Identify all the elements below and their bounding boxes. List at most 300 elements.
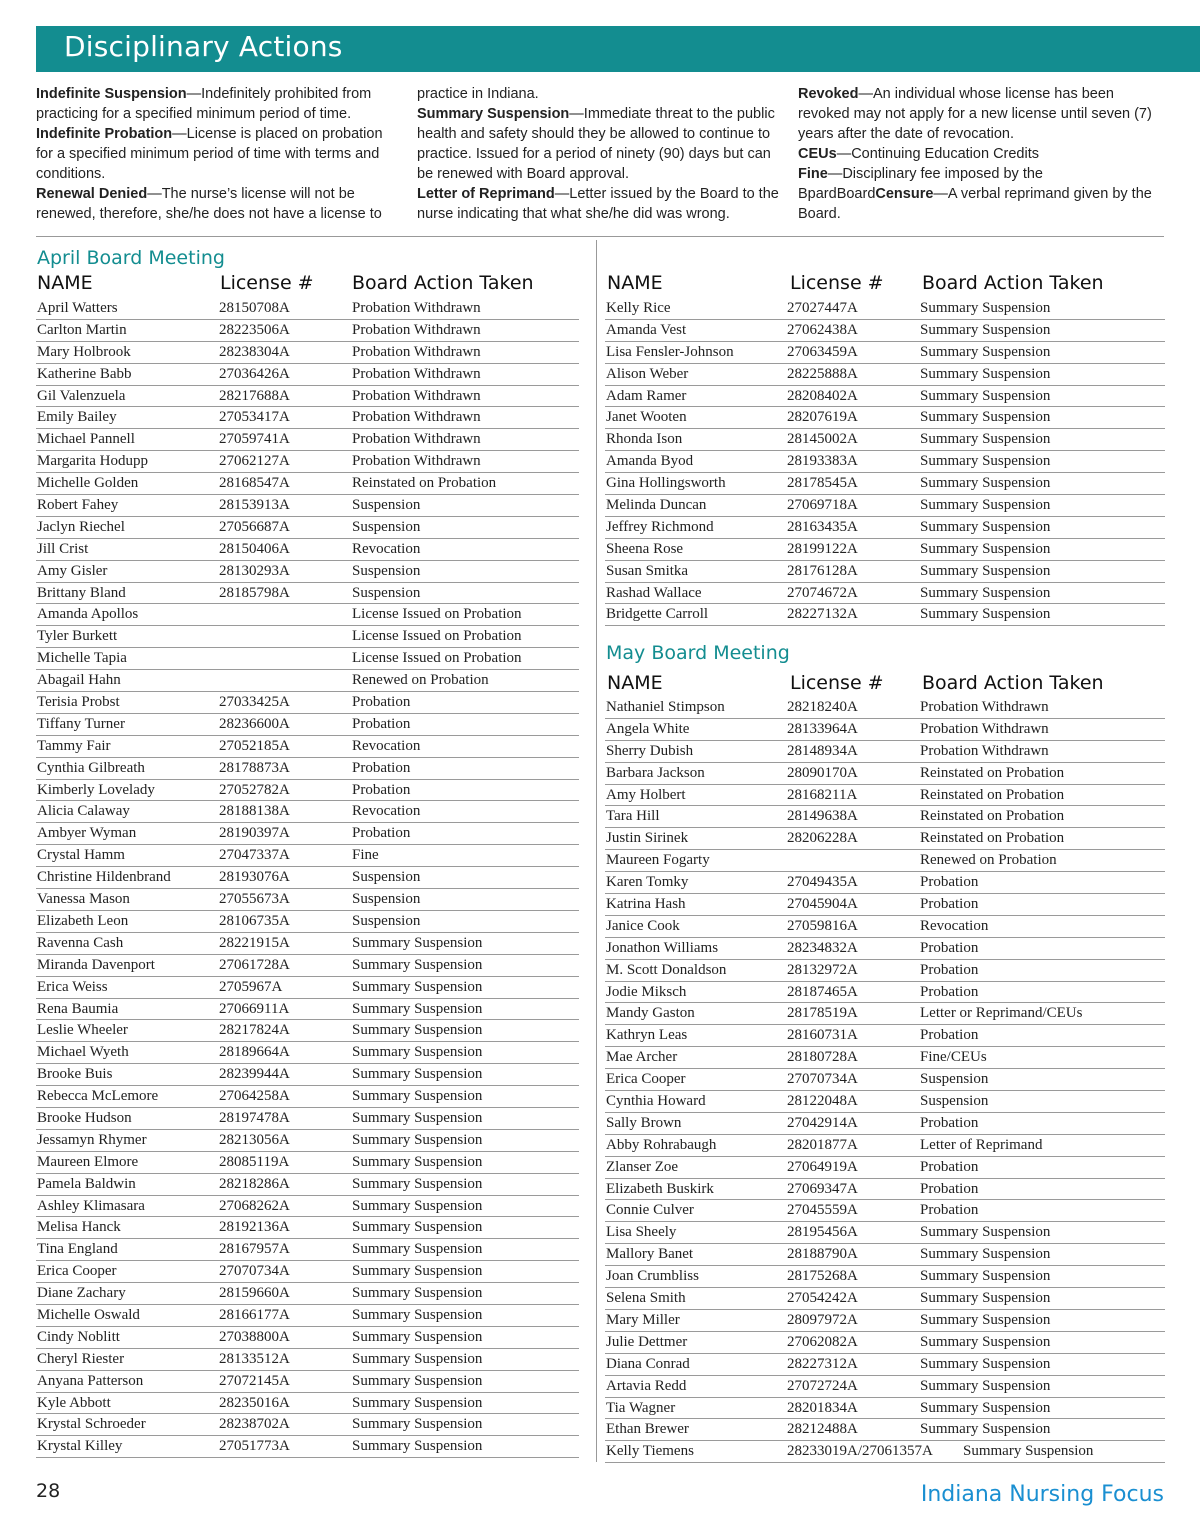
table-row bbox=[36, 407, 579, 429]
table-row bbox=[36, 1393, 579, 1415]
table-row bbox=[36, 539, 579, 561]
nurse-name: Michael Wyeth bbox=[37, 1044, 129, 1061]
board-action: Summary Suspension bbox=[352, 1197, 483, 1214]
board-action: Summary Suspension bbox=[920, 1268, 1051, 1285]
board-action: Revocation bbox=[352, 540, 421, 557]
april-continued-table bbox=[605, 298, 1165, 626]
board-action: Revocation bbox=[920, 917, 989, 934]
table-row bbox=[605, 320, 1165, 342]
license-number: 28192136A bbox=[219, 1219, 290, 1236]
definition-entry bbox=[417, 84, 779, 104]
definition-term: Summary Suspension bbox=[417, 106, 570, 122]
table-row bbox=[36, 867, 579, 889]
board-action: Summary Suspension bbox=[352, 1088, 483, 1105]
nurse-name: Julie Dettmer bbox=[606, 1333, 688, 1350]
table-row bbox=[36, 736, 579, 758]
license-number: 27038800A bbox=[219, 1328, 290, 1345]
board-action: Suspension bbox=[920, 1093, 989, 1110]
table-row bbox=[36, 342, 579, 364]
board-action: Suspension bbox=[352, 562, 421, 579]
table-row bbox=[36, 1371, 579, 1393]
table-row bbox=[605, 1310, 1165, 1332]
board-action: Summary Suspension bbox=[920, 321, 1051, 338]
table-row bbox=[605, 741, 1165, 763]
board-action: Summary Suspension bbox=[352, 1241, 483, 1258]
table-row bbox=[605, 495, 1165, 517]
board-action: Summary Suspension bbox=[352, 1000, 483, 1017]
license-number: 28130293A bbox=[219, 562, 290, 579]
table-row bbox=[36, 889, 579, 911]
license-number: 28159660A bbox=[219, 1285, 290, 1302]
table-row bbox=[36, 933, 579, 955]
board-action: Summary Suspension bbox=[352, 1263, 483, 1280]
board-action: Summary Suspension bbox=[352, 1416, 483, 1433]
nurse-name: Sally Brown bbox=[606, 1114, 682, 1131]
nurse-name: Mallory Banet bbox=[606, 1246, 694, 1263]
board-action: Probation bbox=[352, 759, 411, 776]
license-number: 28168547A bbox=[219, 475, 290, 492]
nurse-name: Maureen Fogarty bbox=[606, 852, 710, 869]
table-row bbox=[605, 451, 1165, 473]
nurse-name: Alison Weber bbox=[606, 365, 689, 382]
table-row bbox=[605, 828, 1165, 850]
definition-text: —The nurse’s license will not be renewed, therefore, she/he does not have a license to bbox=[36, 186, 382, 222]
board-action: Probation Withdrawn bbox=[920, 742, 1049, 759]
license-number: 27063459A bbox=[787, 343, 858, 360]
table-row bbox=[36, 845, 579, 867]
board-action: Summary Suspension bbox=[920, 431, 1051, 448]
board-action: Summary Suspension bbox=[920, 475, 1051, 492]
board-action: Suspension bbox=[352, 518, 421, 535]
board-action: Summary Suspension bbox=[352, 934, 483, 951]
nurse-name: Janet Wooten bbox=[606, 409, 687, 426]
license-number: 27064258A bbox=[219, 1088, 290, 1105]
definition-entry bbox=[36, 184, 396, 224]
table-row bbox=[36, 801, 579, 823]
nurse-name: Mae Archer bbox=[606, 1049, 678, 1066]
definition-term: Indefinite Probation bbox=[36, 126, 173, 142]
board-action: Summary Suspension bbox=[352, 1153, 483, 1170]
nurse-name: Sheena Rose bbox=[606, 540, 684, 557]
license-number: 28238702A bbox=[219, 1416, 290, 1433]
table-row bbox=[36, 298, 579, 320]
board-action: Revocation bbox=[352, 803, 421, 820]
board-action: Summary Suspension bbox=[920, 1333, 1051, 1350]
board-action: Reinstated on Probation bbox=[352, 475, 497, 492]
license-number: 27054242A bbox=[787, 1290, 858, 1307]
nurse-name: April Watters bbox=[37, 300, 118, 316]
license-number: 28239944A bbox=[219, 1066, 290, 1083]
board-action: Probation Withdrawn bbox=[920, 720, 1049, 737]
license-number: 28133512A bbox=[219, 1350, 290, 1367]
license-number: 27066911A bbox=[219, 1000, 290, 1017]
license-number: 27052782A bbox=[219, 781, 290, 798]
license-number: 28178519A bbox=[787, 1005, 858, 1022]
top-divider bbox=[36, 236, 1164, 237]
license-number: 2705967A bbox=[219, 978, 283, 995]
license-number: 28193076A bbox=[219, 869, 290, 886]
license-number: 28176128A bbox=[787, 562, 858, 579]
board-action: Probation bbox=[920, 961, 979, 978]
definition-term: Letter of Reprimand bbox=[417, 186, 555, 202]
nurse-name: Katrina Hash bbox=[606, 896, 686, 913]
definitions-column-2 bbox=[417, 84, 779, 224]
table-row bbox=[36, 955, 579, 977]
nurse-name: Janice Cook bbox=[606, 917, 680, 934]
table-row bbox=[36, 977, 579, 999]
board-action: Probation bbox=[352, 694, 411, 711]
nurse-name: Amanda Apollos bbox=[37, 606, 139, 623]
header-banner bbox=[36, 26, 1200, 72]
board-action: Letter of Reprimand bbox=[920, 1136, 1043, 1153]
board-action: Summary Suspension bbox=[920, 1246, 1051, 1263]
nurse-name: Ambyer Wyman bbox=[37, 825, 137, 842]
header-license: License # bbox=[790, 272, 884, 294]
table-row bbox=[36, 626, 579, 648]
nurse-name: Diana Conrad bbox=[606, 1355, 690, 1372]
table-row bbox=[605, 1376, 1165, 1398]
board-action: Summary Suspension bbox=[352, 956, 483, 973]
table-row bbox=[605, 1244, 1165, 1266]
board-action: Summary Suspension bbox=[352, 1066, 483, 1083]
license-number: 28090170A bbox=[787, 764, 858, 781]
table-row bbox=[605, 1179, 1165, 1201]
license-number: 27069347A bbox=[787, 1180, 858, 1197]
table-row bbox=[36, 604, 579, 626]
table-row bbox=[605, 539, 1165, 561]
license-number: 28188790A bbox=[787, 1246, 858, 1263]
license-number: 28167957A bbox=[219, 1241, 290, 1258]
board-action: Summary Suspension bbox=[920, 1399, 1051, 1416]
license-number: 27042914A bbox=[787, 1114, 858, 1131]
board-action: Summary Suspension bbox=[920, 1290, 1051, 1307]
license-number: 28180728A bbox=[787, 1049, 858, 1066]
nurse-name: Michael Pannell bbox=[37, 431, 135, 448]
nurse-name: Amanda Byod bbox=[606, 453, 694, 470]
license-number: 28149638A bbox=[787, 808, 858, 825]
board-action: Probation Withdrawn bbox=[352, 365, 481, 382]
page-title: Disciplinary Actions bbox=[64, 30, 343, 63]
definition-text: —Immediate threat to the public health and safety should they be allowed to continue to practice. Issued for a period of ninety (90) days but can be renewed with Board approval. bbox=[417, 106, 775, 182]
header-name: NAME bbox=[37, 272, 93, 294]
license-number: 28223506A bbox=[219, 321, 290, 338]
nurse-name: Brooke Buis bbox=[37, 1066, 113, 1083]
table-row bbox=[605, 1398, 1165, 1420]
license-number: 27056687A bbox=[219, 518, 290, 535]
nurse-name: Selena Smith bbox=[606, 1290, 686, 1307]
nurse-name: Tammy Fair bbox=[37, 737, 111, 754]
table-row bbox=[36, 1042, 579, 1064]
table-row bbox=[36, 1217, 579, 1239]
board-action: Summary Suspension bbox=[920, 300, 1051, 316]
license-number: 28218286A bbox=[219, 1175, 290, 1192]
license-number: 27059741A bbox=[219, 431, 290, 448]
board-action: Suspension bbox=[352, 869, 421, 886]
definition-entry bbox=[798, 144, 1158, 164]
board-action: Summary Suspension bbox=[352, 1438, 483, 1455]
table-row bbox=[36, 911, 579, 933]
board-action: License Issued on Probation bbox=[352, 606, 522, 623]
board-action: Summary Suspension bbox=[352, 1350, 483, 1367]
nurse-name: Tara Hill bbox=[606, 808, 660, 825]
board-action: Reinstated on Probation bbox=[920, 830, 1065, 847]
license-number: 27070734A bbox=[219, 1263, 290, 1280]
license-number: 27045559A bbox=[787, 1202, 858, 1219]
license-number: 28193383A bbox=[787, 453, 858, 470]
board-action: Probation Withdrawn bbox=[352, 387, 481, 404]
nurse-name: Krystal Schroeder bbox=[37, 1416, 146, 1433]
license-number: 28187465A bbox=[787, 983, 858, 1000]
nurse-name: Connie Culver bbox=[606, 1202, 694, 1219]
license-number: 27064919A bbox=[787, 1158, 858, 1175]
board-action: Probation Withdrawn bbox=[352, 300, 481, 316]
board-action: Probation bbox=[920, 1114, 979, 1131]
table-row bbox=[36, 1064, 579, 1086]
board-action: Summary Suspension bbox=[352, 1131, 483, 1148]
license-number: 28234832A bbox=[787, 939, 858, 956]
table-row bbox=[36, 1327, 579, 1349]
nurse-name: Ravenna Cash bbox=[37, 934, 124, 951]
nurse-name: Miranda Davenport bbox=[37, 956, 155, 973]
license-number: 27051773A bbox=[219, 1438, 290, 1455]
board-action: Probation bbox=[352, 825, 411, 842]
header-action: Board Action Taken bbox=[922, 272, 1104, 294]
header-action: Board Action Taken bbox=[922, 672, 1104, 694]
nurse-name: Michelle Tapia bbox=[37, 650, 127, 667]
table-row bbox=[605, 342, 1165, 364]
nurse-name: Jill Crist bbox=[37, 540, 89, 557]
table-row bbox=[605, 1266, 1165, 1288]
definition-entry bbox=[417, 184, 779, 224]
board-action: Summary Suspension bbox=[920, 1355, 1051, 1372]
definitions-column-1 bbox=[36, 84, 396, 224]
table-row bbox=[36, 1349, 579, 1371]
table-row bbox=[36, 386, 579, 408]
definition-entry bbox=[798, 164, 1158, 224]
license-number: 28178873A bbox=[219, 759, 290, 776]
may-table bbox=[605, 697, 1165, 1463]
board-action: Suspension bbox=[352, 891, 421, 908]
april-table bbox=[36, 298, 579, 1458]
nurse-name: Nathaniel Stimpson bbox=[606, 699, 725, 715]
board-action: Summary Suspension bbox=[352, 1044, 483, 1061]
nurse-name: Jeffrey Richmond bbox=[606, 518, 714, 535]
nurse-name: Erica Cooper bbox=[606, 1071, 686, 1088]
table-row bbox=[605, 1157, 1165, 1179]
table-row bbox=[36, 1436, 579, 1458]
definition-term: CEUs bbox=[798, 146, 837, 162]
license-number: 27049435A bbox=[787, 874, 858, 891]
board-action: Summary Suspension bbox=[920, 518, 1051, 535]
definition-text: —Disciplinary fee imposed by the BpardBoard bbox=[798, 166, 1043, 202]
table-row bbox=[605, 894, 1165, 916]
license-number: 28189664A bbox=[219, 1044, 290, 1061]
table-row bbox=[605, 1091, 1165, 1113]
nurse-name: Erica Weiss bbox=[37, 978, 108, 995]
license-number: 28160731A bbox=[787, 1027, 858, 1044]
board-action: Summary Suspension bbox=[920, 606, 1051, 623]
nurse-name: Emily Bailey bbox=[37, 409, 117, 426]
header-action: Board Action Taken bbox=[352, 272, 534, 294]
license-number: 28227132A bbox=[787, 606, 858, 623]
license-number: 28195456A bbox=[787, 1224, 858, 1241]
table-row bbox=[36, 1283, 579, 1305]
table-row bbox=[605, 386, 1165, 408]
nurse-name: Mandy Gaston bbox=[606, 1005, 695, 1022]
table-row bbox=[36, 517, 579, 539]
table-row bbox=[605, 916, 1165, 938]
april-section-title: April Board Meeting bbox=[37, 247, 225, 269]
nurse-name: Leslie Wheeler bbox=[37, 1022, 128, 1039]
license-number: 28190397A bbox=[219, 825, 290, 842]
license-number: 28163435A bbox=[787, 518, 858, 535]
license-number: 28168211A bbox=[787, 786, 858, 803]
table-row bbox=[36, 1174, 579, 1196]
definition-text: —An individual whose license has been revoked may not apply for a new license until seven (7) years after the date of revocation. bbox=[798, 86, 1152, 142]
board-action: Probation Withdrawn bbox=[352, 321, 481, 338]
nurse-name: Angela White bbox=[606, 720, 690, 737]
board-action: Letter or Reprimand/CEUs bbox=[920, 1005, 1083, 1022]
board-action: Revocation bbox=[352, 737, 421, 754]
board-action: Summary Suspension bbox=[920, 497, 1051, 514]
license-number: 28175268A bbox=[787, 1268, 858, 1285]
definition-term: Revoked bbox=[798, 86, 859, 102]
license-number: 28207619A bbox=[787, 409, 858, 426]
license-number: 28153913A bbox=[219, 497, 290, 514]
table-row bbox=[36, 1414, 579, 1436]
license-number: 27033425A bbox=[219, 694, 290, 711]
nurse-name: Justin Sirinek bbox=[606, 830, 689, 847]
license-number: 28212488A bbox=[787, 1421, 858, 1438]
board-action: Summary Suspension bbox=[920, 584, 1051, 601]
nurse-name: Melinda Duncan bbox=[606, 497, 707, 514]
table-row bbox=[605, 806, 1165, 828]
board-action: Summary Suspension bbox=[352, 1022, 483, 1039]
table-row bbox=[605, 298, 1165, 320]
nurse-name: Gil Valenzuela bbox=[37, 387, 126, 404]
license-number: 28133964A bbox=[787, 720, 858, 737]
table-row bbox=[36, 692, 579, 714]
nurse-name: Gina Hollingsworth bbox=[606, 475, 726, 492]
table-row bbox=[36, 999, 579, 1021]
license-number: 28208402A bbox=[787, 387, 858, 404]
license-number: 27072145A bbox=[219, 1372, 290, 1389]
table-row bbox=[36, 1239, 579, 1261]
license-number: 28148934A bbox=[787, 742, 858, 759]
board-action: Suspension bbox=[352, 584, 421, 601]
license-number: 28238304A bbox=[219, 343, 290, 360]
nurse-name: Kyle Abbott bbox=[37, 1394, 111, 1411]
table-row bbox=[605, 407, 1165, 429]
board-action: Reinstated on Probation bbox=[920, 764, 1065, 781]
license-number: 28217824A bbox=[219, 1022, 290, 1039]
license-number: 28225888A bbox=[787, 365, 858, 382]
nurse-name: Tina England bbox=[37, 1241, 118, 1258]
board-action: Summary Suspension bbox=[352, 1328, 483, 1345]
license-number: 28178545A bbox=[787, 475, 858, 492]
board-action: Summary Suspension bbox=[920, 562, 1051, 579]
nurse-name: Abagail Hahn bbox=[37, 672, 121, 689]
header-license: License # bbox=[220, 272, 314, 294]
board-action: Probation bbox=[920, 1202, 979, 1219]
table-row bbox=[605, 364, 1165, 386]
board-action: Summary Suspension bbox=[920, 365, 1051, 382]
table-row bbox=[36, 1130, 579, 1152]
board-action: Probation bbox=[920, 896, 979, 913]
board-action: Probation bbox=[920, 874, 979, 891]
license-number: 28122048A bbox=[787, 1093, 858, 1110]
license-number: 27052185A bbox=[219, 737, 290, 754]
nurse-name: Robert Fahey bbox=[37, 497, 119, 514]
nurse-name: Sherry Dubish bbox=[606, 742, 694, 759]
may-table-header bbox=[607, 672, 1165, 698]
board-action: Suspension bbox=[352, 497, 421, 514]
license-number: 27074672A bbox=[787, 584, 858, 601]
nurse-name: Amy Holbert bbox=[606, 786, 686, 803]
header-name: NAME bbox=[607, 272, 663, 294]
nurse-name: Lisa Sheely bbox=[606, 1224, 677, 1241]
license-number: 28218240A bbox=[787, 699, 858, 715]
table-row bbox=[605, 785, 1165, 807]
nurse-name: Brooke Hudson bbox=[37, 1109, 132, 1126]
license-number: 28188138A bbox=[219, 803, 290, 820]
board-action: Renewed on Probation bbox=[920, 852, 1057, 869]
board-action: Summary Suspension bbox=[920, 453, 1051, 470]
license-number: 27062438A bbox=[787, 321, 858, 338]
license-number: 28227312A bbox=[787, 1355, 858, 1372]
nurse-name: Rebecca McLemore bbox=[37, 1088, 159, 1105]
board-action: Summary Suspension bbox=[352, 1175, 483, 1192]
definition-entry bbox=[417, 104, 779, 184]
nurse-name: Kathryn Leas bbox=[606, 1027, 688, 1044]
license-number: 28085119A bbox=[219, 1153, 290, 1170]
table-row bbox=[605, 1069, 1165, 1091]
nurse-name: Crystal Hamm bbox=[37, 847, 125, 864]
definition-entry bbox=[36, 84, 396, 124]
license-number: 27055673A bbox=[219, 891, 290, 908]
board-action: Probation Withdrawn bbox=[352, 431, 481, 448]
board-action: Probation bbox=[920, 983, 979, 1000]
nurse-name: Susan Smitka bbox=[606, 562, 689, 579]
board-action: Summary Suspension bbox=[352, 1109, 483, 1126]
definition-entry bbox=[36, 124, 396, 184]
table-row bbox=[36, 320, 579, 342]
header-name: NAME bbox=[607, 672, 663, 694]
header-license: License # bbox=[790, 672, 884, 694]
license-number: 28236600A bbox=[219, 715, 290, 732]
table-row bbox=[605, 1419, 1165, 1441]
definition-text: —Continuing Education Credits bbox=[836, 146, 1039, 162]
table-row bbox=[36, 758, 579, 780]
table-row bbox=[605, 697, 1165, 719]
may-section-title: May Board Meeting bbox=[606, 642, 790, 664]
column-divider bbox=[596, 240, 597, 1462]
license-number: 28150708A bbox=[219, 300, 290, 316]
table-row bbox=[605, 1135, 1165, 1157]
board-action: Summary Suspension bbox=[920, 387, 1051, 404]
license-number: 28233019A/27061357A bbox=[787, 1443, 933, 1460]
nurse-name: Rashad Wallace bbox=[606, 584, 702, 601]
nurse-name: Vanessa Mason bbox=[37, 891, 130, 908]
nurse-name: Amanda Vest bbox=[606, 321, 687, 338]
nurse-name: Tiffany Turner bbox=[37, 715, 125, 732]
board-action: Summary Suspension bbox=[352, 1372, 483, 1389]
table-row bbox=[36, 780, 579, 802]
nurse-name: Mary Miller bbox=[606, 1311, 680, 1328]
nurse-name: Alicia Calaway bbox=[37, 803, 130, 820]
table-row bbox=[605, 604, 1165, 626]
table-row bbox=[605, 982, 1165, 1004]
